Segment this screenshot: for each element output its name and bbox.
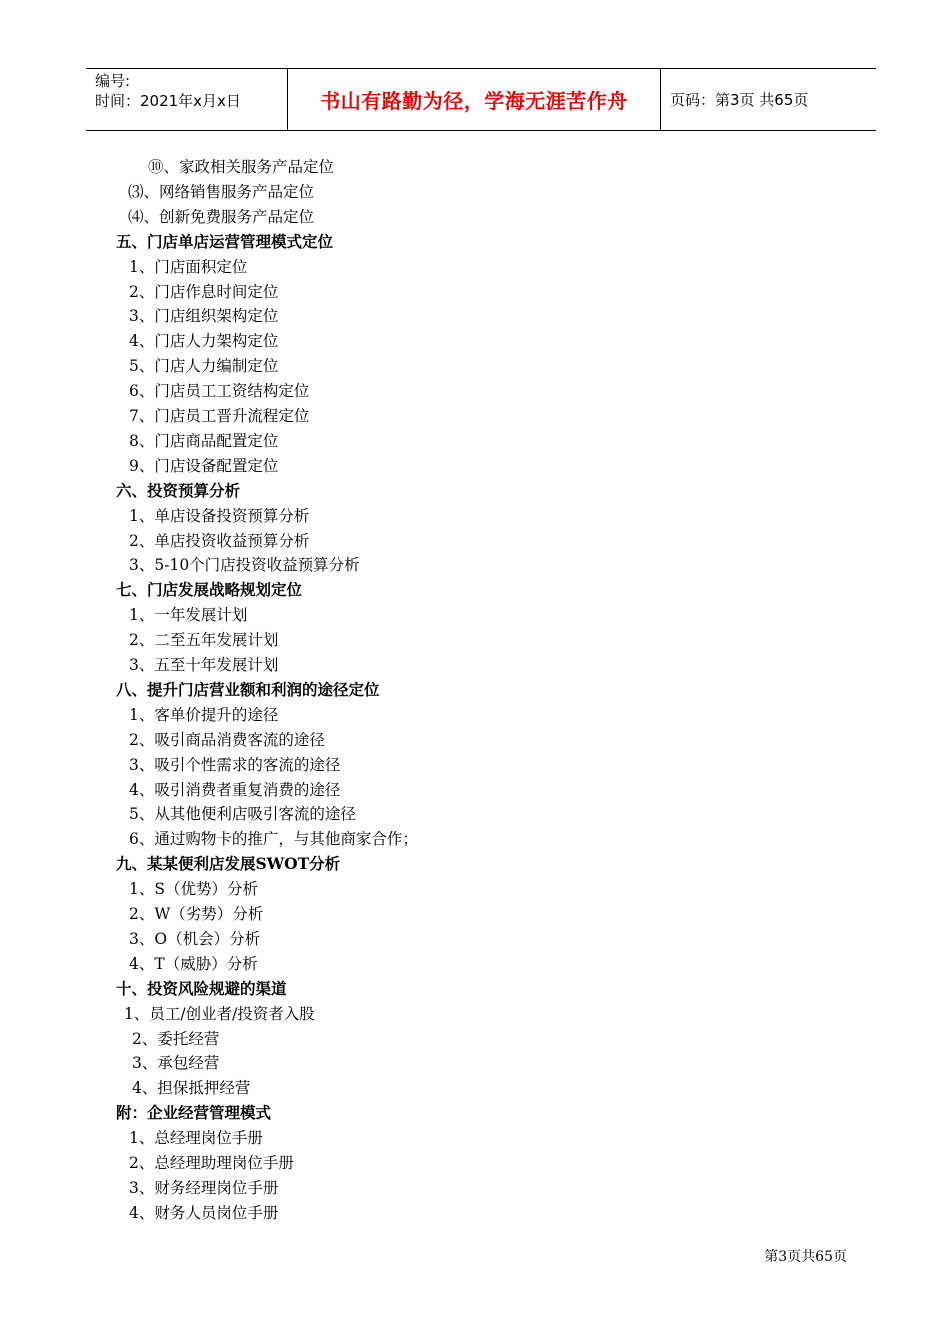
section-heading: 附：企业经营管理模式 — [116, 1103, 272, 1123]
outline-item: 3、O（机会）分析 — [129, 929, 261, 948]
outline-item: 1、门店面积定位 — [129, 257, 248, 276]
outline-item: 2、吸引商品消费客流的途径 — [129, 730, 325, 749]
outline-item: 1、单店设备投资预算分析 — [129, 506, 310, 525]
outline-item: 9、门店设备配置定位 — [129, 456, 279, 475]
outline-item: 5、从其他便利店吸引客流的途径 — [129, 805, 356, 824]
outline-item: 1、一年发展计划 — [129, 606, 248, 625]
outline-item: 1、员工/创业者/投资者入股 — [124, 1004, 315, 1023]
section-heading: 六、投资预算分析 — [116, 480, 241, 500]
page-footer-number: 第3页共65页 — [764, 1249, 847, 1265]
outline-item: 7、门店员工晋升流程定位 — [129, 407, 310, 425]
page-header — [86, 68, 876, 131]
header-motto: 书山有路勤为径，学海无涯苦作舟 — [288, 69, 661, 130]
outline-item: 3、承包经营 — [132, 1054, 220, 1073]
section-heading: 七、门店发展战略规划定位 — [116, 580, 303, 600]
outline-item: 4、财务人员岗位手册 — [129, 1203, 279, 1222]
outline-item: 4、担保抵押经营 — [132, 1079, 251, 1098]
section-heading: 九、某某便利店发展SWOT分析 — [116, 854, 341, 874]
outline-item: 2、单店投资收益预算分析 — [129, 531, 310, 550]
outline-item: 6、通过购物卡的推广，与其他商家合作； — [129, 830, 418, 849]
outline-item: 6、门店员工工资结构定位 — [129, 382, 310, 401]
header-meta — [86, 69, 288, 130]
outline-item: 2、委托经营 — [132, 1029, 220, 1048]
section-heading: 五、门店单店运营管理模式定位 — [116, 231, 334, 251]
outline-item: 2、门店作息时间定位 — [129, 282, 279, 301]
outline-item: 5、门店人力编制定位 — [129, 357, 279, 376]
outline-item: 1、总经理岗位手册 — [129, 1129, 263, 1148]
document-number-label: 编号: — [95, 72, 131, 90]
outline-item: 8、门店商品配置定位 — [129, 431, 279, 450]
outline-item: 4、门店人力架构定位 — [129, 332, 279, 351]
outline-item: 1、客单价提升的途径 — [129, 705, 279, 724]
outline-item: 2、W（劣势）分析 — [129, 905, 264, 923]
outline-item: 3、五至十年发展计划 — [129, 656, 279, 674]
outline-item: 1、S（优势）分析 — [129, 880, 258, 899]
outline-item: ⑩、家政相关服务产品定位 — [148, 158, 335, 176]
outline-item: 4、T（威胁）分析 — [129, 954, 258, 973]
header-page-info: 页码：第3页 共65页 — [670, 91, 809, 109]
outline-item: 2、二至五年发展计划 — [129, 631, 279, 650]
outline-item: ⑷、创新免费服务产品定位 — [128, 207, 315, 226]
section-heading: 八、提升门店营业额和利润的途径定位 — [116, 679, 380, 699]
outline-item: ⑶、网络销售服务产品定位 — [128, 182, 315, 201]
outline-item: 3、吸引个性需求的客流的途径 — [129, 755, 341, 774]
outline-item: 4、吸引消费者重复消费的途径 — [129, 780, 341, 799]
outline-item: 3、5-10个门店投资收益预算分析 — [129, 556, 360, 575]
section-heading: 十、投资风险规避的渠道 — [116, 978, 287, 998]
document-time-label: 时间：2021年x月x日 — [95, 92, 241, 110]
outline-item: 3、财务经理岗位手册 — [129, 1178, 279, 1197]
outline-item: 3、门店组织架构定位 — [129, 307, 279, 326]
outline-item: 2、总经理助理岗位手册 — [129, 1154, 294, 1172]
